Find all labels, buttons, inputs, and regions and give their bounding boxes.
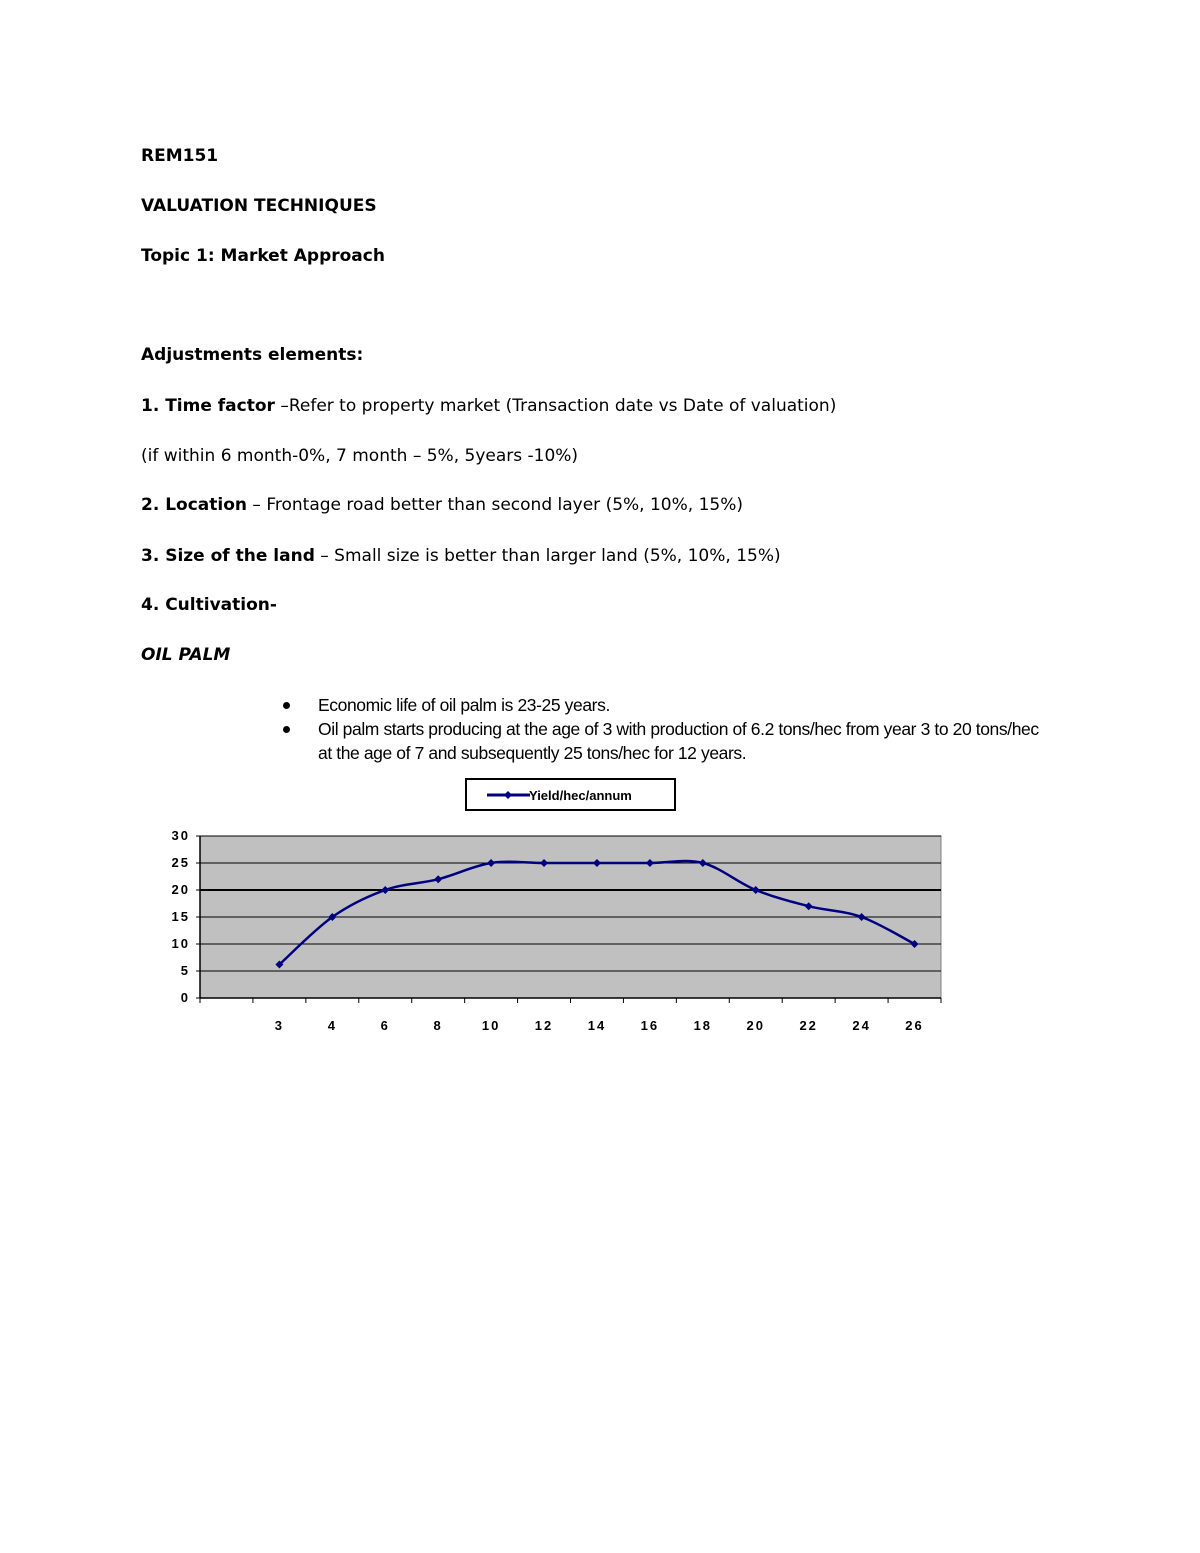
- legend-label: Yield/hec/annum: [529, 788, 632, 803]
- adjustment-item-location: [141, 495, 743, 515]
- list-item: [280, 693, 1040, 717]
- item-label: 2. Location: [141, 495, 248, 515]
- yield-chart: [150, 775, 950, 1040]
- item-label: 3. Size of the land: [141, 546, 315, 566]
- x-tick-label: 12: [534, 1018, 554, 1033]
- y-tick-label: 25: [171, 855, 190, 870]
- x-tick-label: 8: [433, 1018, 443, 1033]
- x-tick-label: 26: [905, 1018, 924, 1033]
- adjustment-item-time: [141, 396, 836, 416]
- bullet-text: Oil palm starts producing at the age of 3 with production of 6.2 tons/hec from year 3 to 20 tons/hec at the age of 7 and subsequently 25 tons/hec for 12 years.: [318, 719, 1039, 763]
- course-title: VALUATION TECHNIQUES: [141, 196, 377, 216]
- y-tick-label: 5: [180, 963, 190, 978]
- item-text: – Small size is better than larger land (5%, 10%, 15%): [314, 546, 781, 566]
- x-tick-label: 18: [693, 1018, 713, 1033]
- course-code: REM151: [141, 146, 219, 166]
- y-tick-label: 30: [171, 828, 190, 843]
- x-tick-label: 14: [587, 1018, 607, 1033]
- y-tick-label: 10: [171, 936, 190, 951]
- topic-heading: Topic 1: Market Approach: [141, 246, 385, 266]
- x-tick-label: 10: [481, 1018, 501, 1033]
- x-tick-label: 16: [640, 1018, 660, 1033]
- adjustment-item-size: [141, 546, 781, 566]
- x-tick-label: 20: [746, 1018, 765, 1033]
- y-tick-label: 0: [180, 990, 190, 1005]
- time-factor-note: (if within 6 month-0%, 7 month – 5%, 5years -10%): [141, 446, 579, 466]
- bullet-icon: [283, 702, 290, 709]
- x-tick-label: 24: [852, 1018, 871, 1033]
- bullet-list: [280, 693, 1040, 765]
- x-tick-label: 3: [274, 1018, 285, 1033]
- x-tick-label: 4: [327, 1018, 337, 1033]
- bullet-icon: [283, 726, 290, 733]
- section-heading: Adjustments elements:: [141, 345, 364, 365]
- item-text: –Refer to property market (Transaction date vs Date of valuation): [274, 396, 837, 416]
- y-tick-label: 15: [171, 909, 190, 924]
- y-tick-label: 20: [171, 882, 190, 897]
- bullet-text: Economic life of oil palm is 23-25 years.: [318, 695, 610, 715]
- adjustment-item-cultivation: 4. Cultivation-: [141, 595, 277, 615]
- item-text: – Frontage road better than second layer (5%, 10%, 15%): [247, 495, 743, 515]
- crop-heading: OIL PALM: [141, 645, 231, 665]
- item-label: 1. Time factor: [141, 396, 275, 416]
- list-item: [280, 717, 1040, 765]
- x-tick-label: 6: [380, 1018, 390, 1033]
- x-tick-label: 22: [799, 1018, 818, 1033]
